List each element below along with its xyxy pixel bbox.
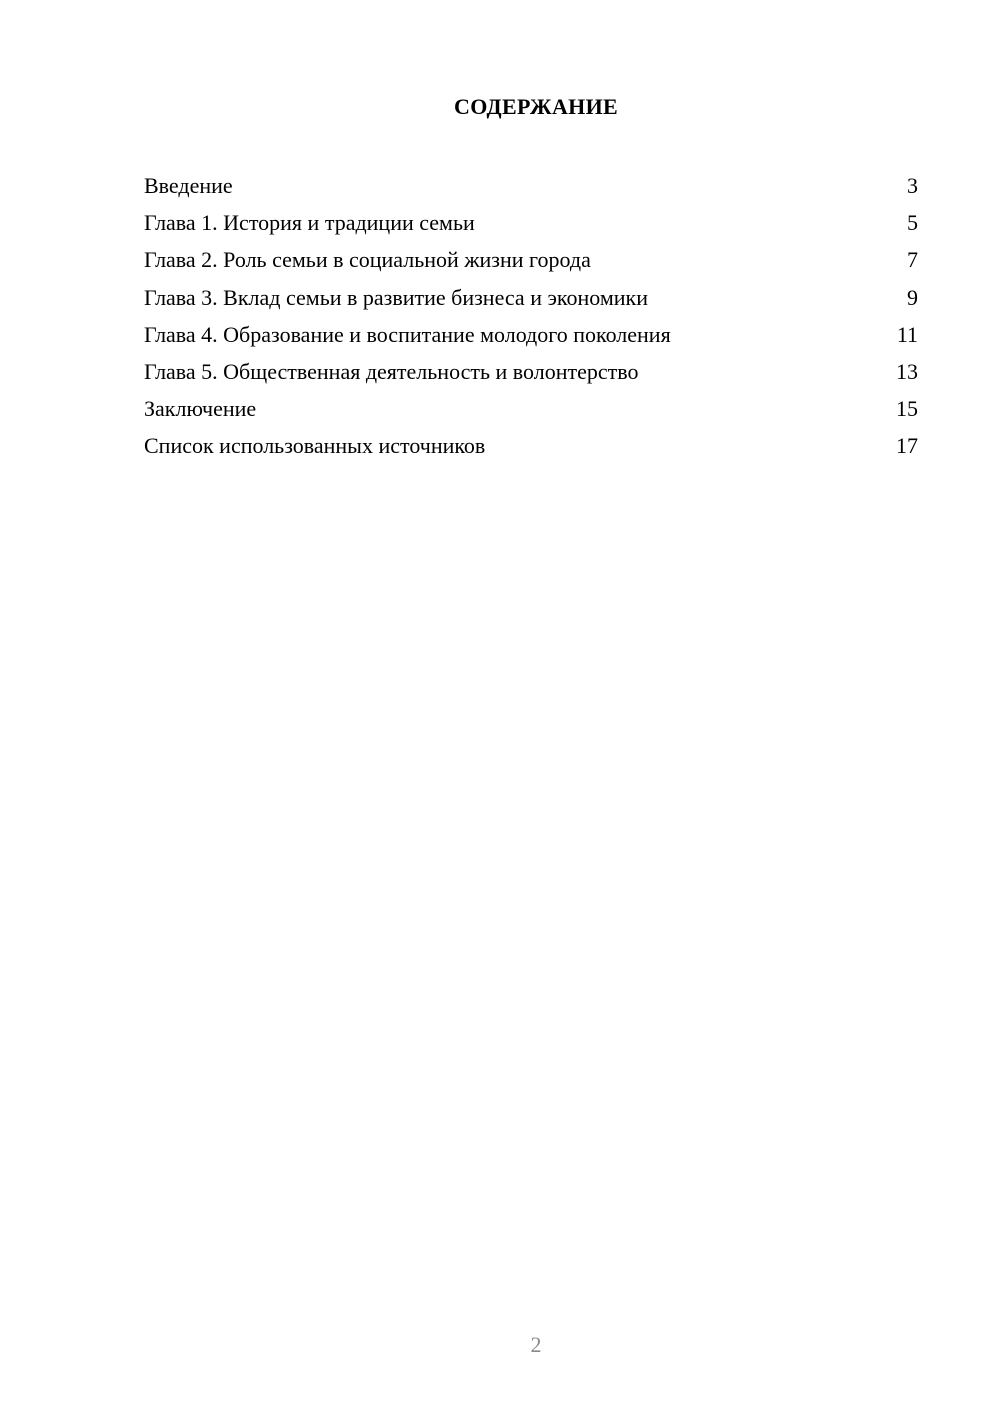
toc-entry-page: 15 [896, 396, 918, 422]
toc-entry-chapter-4 [144, 316, 918, 353]
toc-entry-chapter-1 [144, 204, 918, 241]
toc-entry-label: Глава 2. Роль семьи в социальной жизни города [144, 247, 591, 273]
toc-entry-page: 13 [896, 358, 918, 384]
toc-entry-conclusion [144, 390, 918, 427]
toc-entry-references [144, 427, 918, 464]
toc-entry-introduction [144, 167, 918, 204]
toc-entry-chapter-2 [144, 241, 918, 278]
table-of-contents [144, 167, 918, 465]
page-number: 2 [530, 1332, 542, 1357]
toc-entry-page: 3 [907, 173, 918, 198]
toc-entry-label: Глава 5. Общественная деятельность и волонтерство [144, 358, 639, 384]
toc-entry-label: Список использованных источников [144, 433, 486, 459]
toc-entry-chapter-3 [144, 279, 918, 316]
toc-entry-label: Глава 1. История и традиции семьи [144, 210, 475, 236]
toc-entry-page: 17 [896, 433, 918, 459]
toc-entry-chapter-5 [144, 353, 918, 390]
toc-title: СОДЕРЖАНИЕ [454, 94, 618, 119]
toc-entry-page: 5 [907, 210, 918, 236]
toc-entry-label: Введение [144, 173, 233, 198]
toc-entry-page: 7 [907, 247, 918, 273]
toc-entry-label: Заключение [144, 396, 257, 422]
toc-entry-page: 11 [896, 321, 918, 347]
toc-entry-label: Глава 4. Образование и воспитание молодого поколения [144, 321, 671, 347]
toc-entry-page: 9 [907, 284, 918, 310]
toc-entry-label: Глава 3. Вклад семьи в развитие бизнеса и экономики [144, 284, 648, 310]
